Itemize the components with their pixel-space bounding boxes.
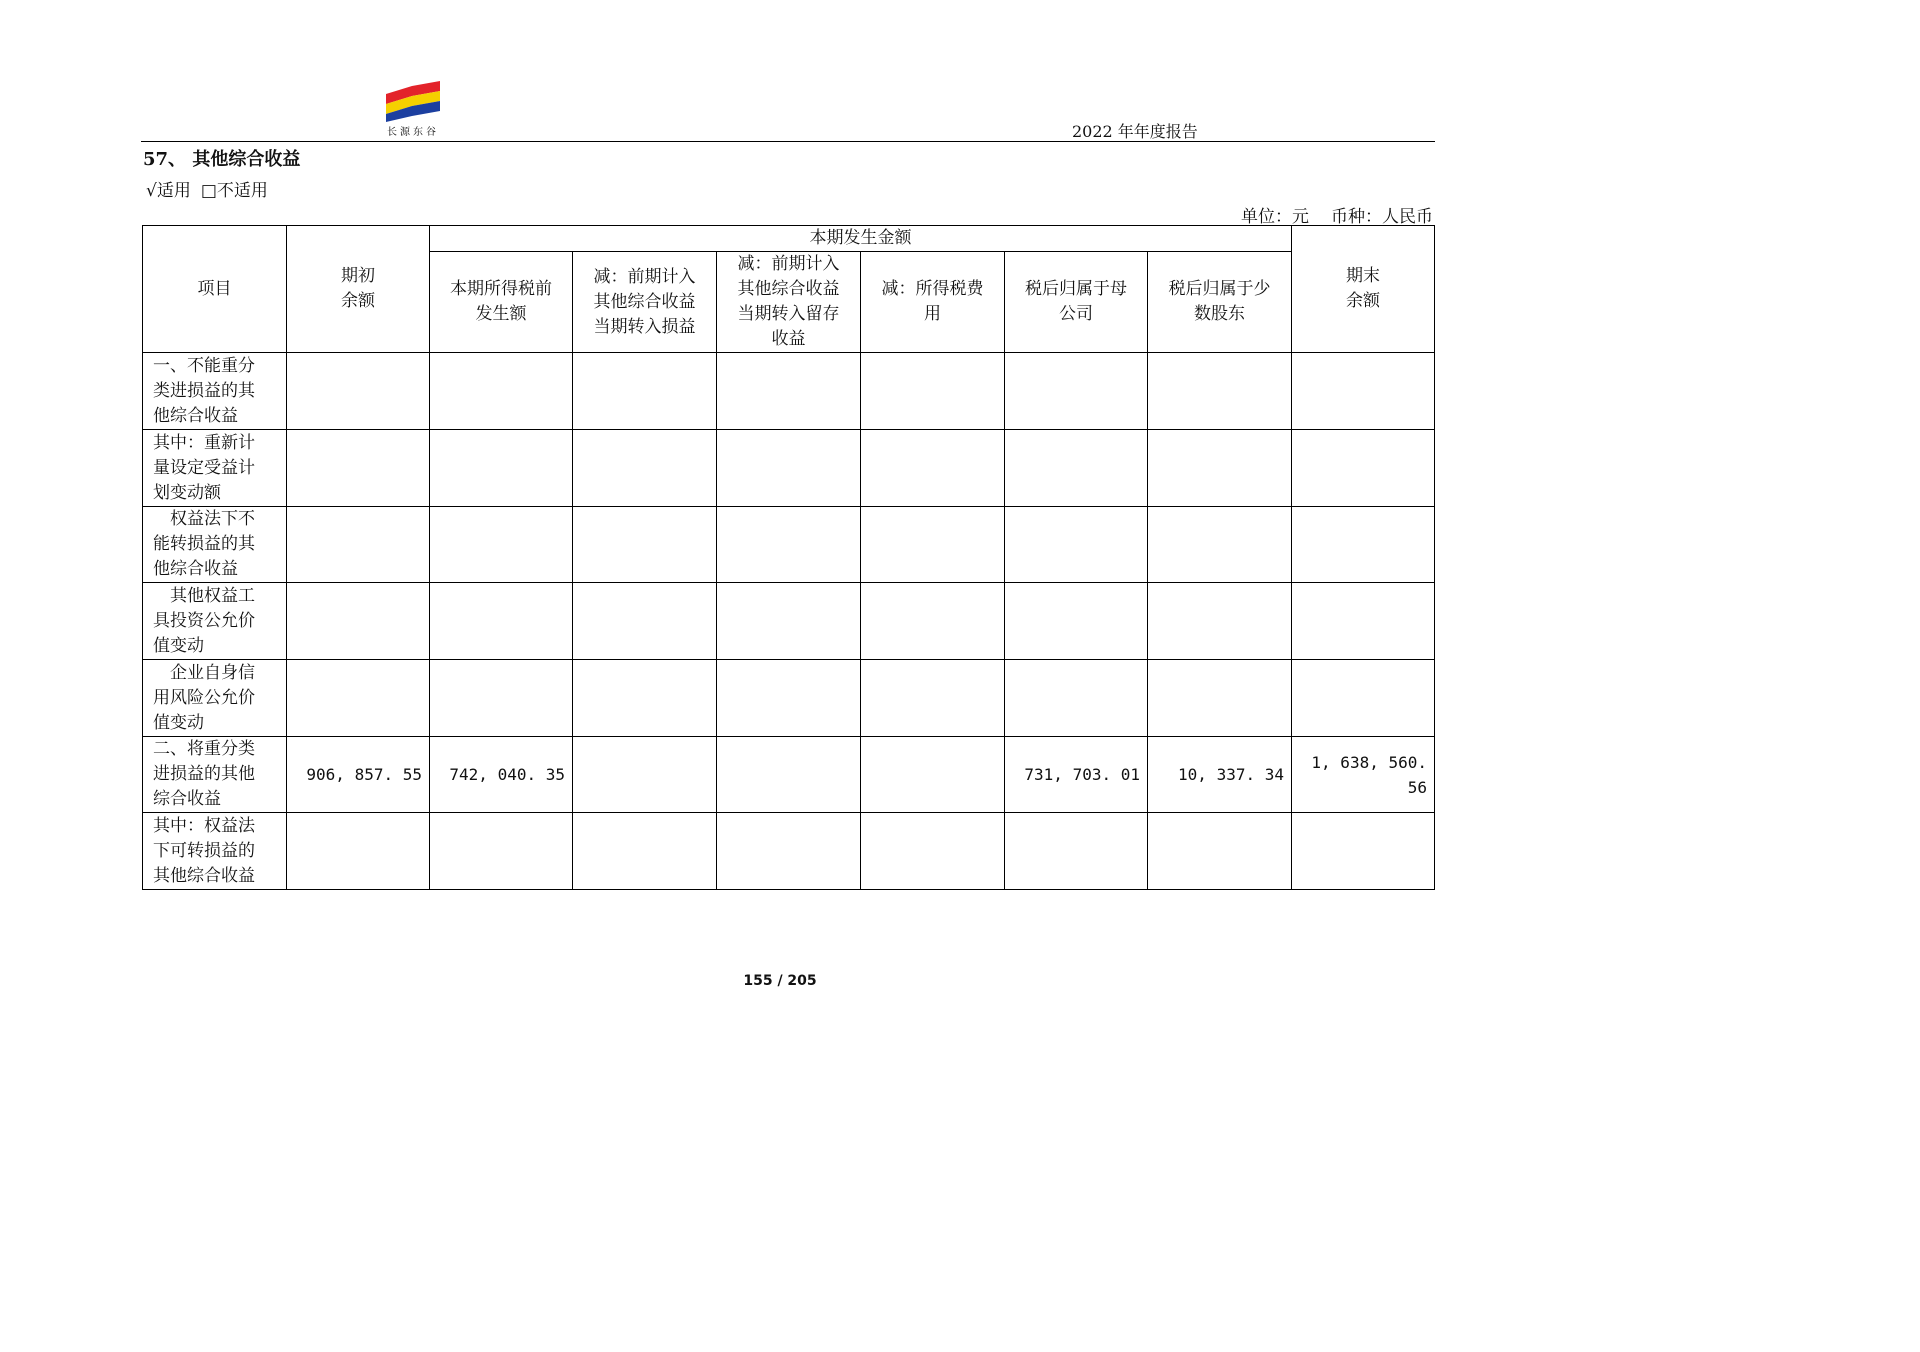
cell-pretax (430, 813, 573, 890)
cell-closing (1292, 507, 1435, 583)
row-item (143, 353, 287, 430)
cell-opening: 906, 857. 55 (287, 737, 430, 813)
cell-less-to-pl (573, 507, 717, 583)
cell-less-to-pl (573, 737, 717, 813)
header-less-tax-text: 减：所得税费 用 (881, 279, 984, 324)
cell-after-tax-minority (1148, 660, 1292, 737)
cell-after-tax-parent (1005, 353, 1148, 430)
cell-after-tax-minority (1148, 583, 1292, 660)
header-opening-balance (287, 226, 430, 353)
row-item-text: 一、不能重分 类进损益的其 他综合收益 (153, 355, 255, 426)
header-less-to-retained-text: 减：前期计入 其他综合收益 当期转入留存 收益 (737, 254, 840, 349)
cell-after-tax-parent (1005, 660, 1148, 737)
row-item (143, 583, 287, 660)
other-comprehensive-income-table (142, 225, 1435, 890)
cell-after-tax-parent (1005, 507, 1148, 583)
header-after-tax-minority (1148, 252, 1292, 353)
cell-less-tax (861, 583, 1005, 660)
cell-less-tax (861, 353, 1005, 430)
cell-after-tax-parent (1005, 430, 1148, 507)
cell-pretax (430, 353, 573, 430)
header-opening-text: 期初 余额 (341, 266, 375, 311)
cell-less-to-retained (717, 583, 861, 660)
cell-less-to-retained (717, 813, 861, 890)
applicability-line (146, 176, 278, 201)
row-item-text: 权益法下不 能转损益的其 他综合收益 (153, 509, 255, 579)
cell-closing (1292, 813, 1435, 890)
cell-opening (287, 507, 430, 583)
cell-opening (287, 583, 430, 660)
cell-pretax (430, 660, 573, 737)
section-heading: 57、 其他综合收益 (143, 149, 301, 170)
header-pretax (430, 252, 573, 353)
page-number: 155 / 205 (743, 973, 817, 989)
header-less-income-tax (861, 252, 1005, 353)
header-less-to-pl-text: 减：前期计入 其他综合收益 当期转入损益 (593, 266, 696, 337)
table-row (143, 813, 1435, 890)
table-row (143, 583, 1435, 660)
cell-after-tax-minority: 10, 337. 34 (1148, 737, 1292, 813)
table-row (143, 353, 1435, 430)
cell-pretax: 742, 040. 35 (430, 737, 573, 813)
row-item (143, 813, 287, 890)
row-item (143, 507, 287, 583)
cell-pretax (430, 583, 573, 660)
table-row (143, 430, 1435, 507)
header-closing-text: 期末 余额 (1346, 266, 1380, 311)
header-less-to-retained-earnings (717, 252, 861, 353)
row-item (143, 737, 287, 813)
cell-less-tax (861, 660, 1005, 737)
table-row (143, 660, 1435, 737)
cell-closing: 1, 638, 560. 56 (1292, 737, 1435, 813)
header-less-to-profit-loss (573, 252, 717, 353)
unit-line (1241, 202, 1433, 227)
header-closing-balance (1292, 226, 1435, 353)
cell-after-tax-minority (1148, 813, 1292, 890)
header-after-tax-parent-text: 税后归属于母 公司 (1025, 279, 1127, 324)
cell-closing (1292, 430, 1435, 507)
header-after-tax-parent (1005, 252, 1148, 353)
cell-opening (287, 353, 430, 430)
header-current-period-group: 本期发生金额 (430, 226, 1292, 252)
cell-closing (1292, 660, 1435, 737)
applicable-checked: √适用 (146, 181, 191, 201)
cell-less-to-retained (717, 737, 861, 813)
row-item (143, 660, 287, 737)
header-pretax-text: 本期所得税前 发生额 (450, 279, 552, 324)
cell-less-to-retained (717, 660, 861, 737)
table-row (143, 507, 1435, 583)
cell-less-to-retained (717, 430, 861, 507)
cell-after-tax-minority (1148, 507, 1292, 583)
cell-closing (1292, 583, 1435, 660)
cell-after-tax-minority (1148, 353, 1292, 430)
cell-after-tax-parent (1005, 813, 1148, 890)
cell-less-to-retained (717, 353, 861, 430)
row-item-text: 二、将重分类 进损益的其他 综合收益 (153, 739, 255, 809)
cell-less-to-retained (717, 507, 861, 583)
cell-less-tax (861, 737, 1005, 813)
row-item-text: 其中：重新计 量设定受益计 划变动额 (153, 432, 255, 503)
company-logo (384, 80, 442, 138)
applicable-unchecked: □不适用 (200, 181, 268, 201)
cell-less-tax (861, 430, 1005, 507)
header-divider (141, 141, 1435, 142)
currency-label: 币种：人民币 (1331, 207, 1433, 227)
logo-text: 长源东谷 (387, 127, 439, 138)
cell-less-to-pl (573, 430, 717, 507)
cell-opening (287, 813, 430, 890)
cell-less-to-pl (573, 353, 717, 430)
header-item: 项目 (143, 226, 287, 353)
cell-after-tax-parent (1005, 583, 1148, 660)
table-row (143, 737, 1435, 813)
header-after-tax-minority-text: 税后归属于少 数股东 (1168, 279, 1271, 324)
unit-label: 单位：元 (1241, 207, 1309, 227)
report-title: 2022 年年度报告 (1072, 122, 1198, 141)
cell-opening (287, 660, 430, 737)
cell-less-to-pl (573, 813, 717, 890)
row-item-text: 其中：权益法 下可转损益的 其他综合收益 (153, 815, 255, 886)
row-item-text: 企业自身信 用风险公允价 值变动 (153, 662, 255, 733)
cell-after-tax-minority (1148, 430, 1292, 507)
row-item (143, 430, 287, 507)
cell-pretax (430, 507, 573, 583)
row-item-text: 其他权益工 具投资公允价 值变动 (153, 585, 255, 656)
cell-less-tax (861, 507, 1005, 583)
cell-less-to-pl (573, 660, 717, 737)
cell-pretax (430, 430, 573, 507)
cell-less-tax (861, 813, 1005, 890)
cell-closing (1292, 353, 1435, 430)
cell-opening (287, 430, 430, 507)
company-logo-icon (384, 80, 442, 122)
cell-after-tax-parent: 731, 703. 01 (1005, 737, 1148, 813)
cell-less-to-pl (573, 583, 717, 660)
